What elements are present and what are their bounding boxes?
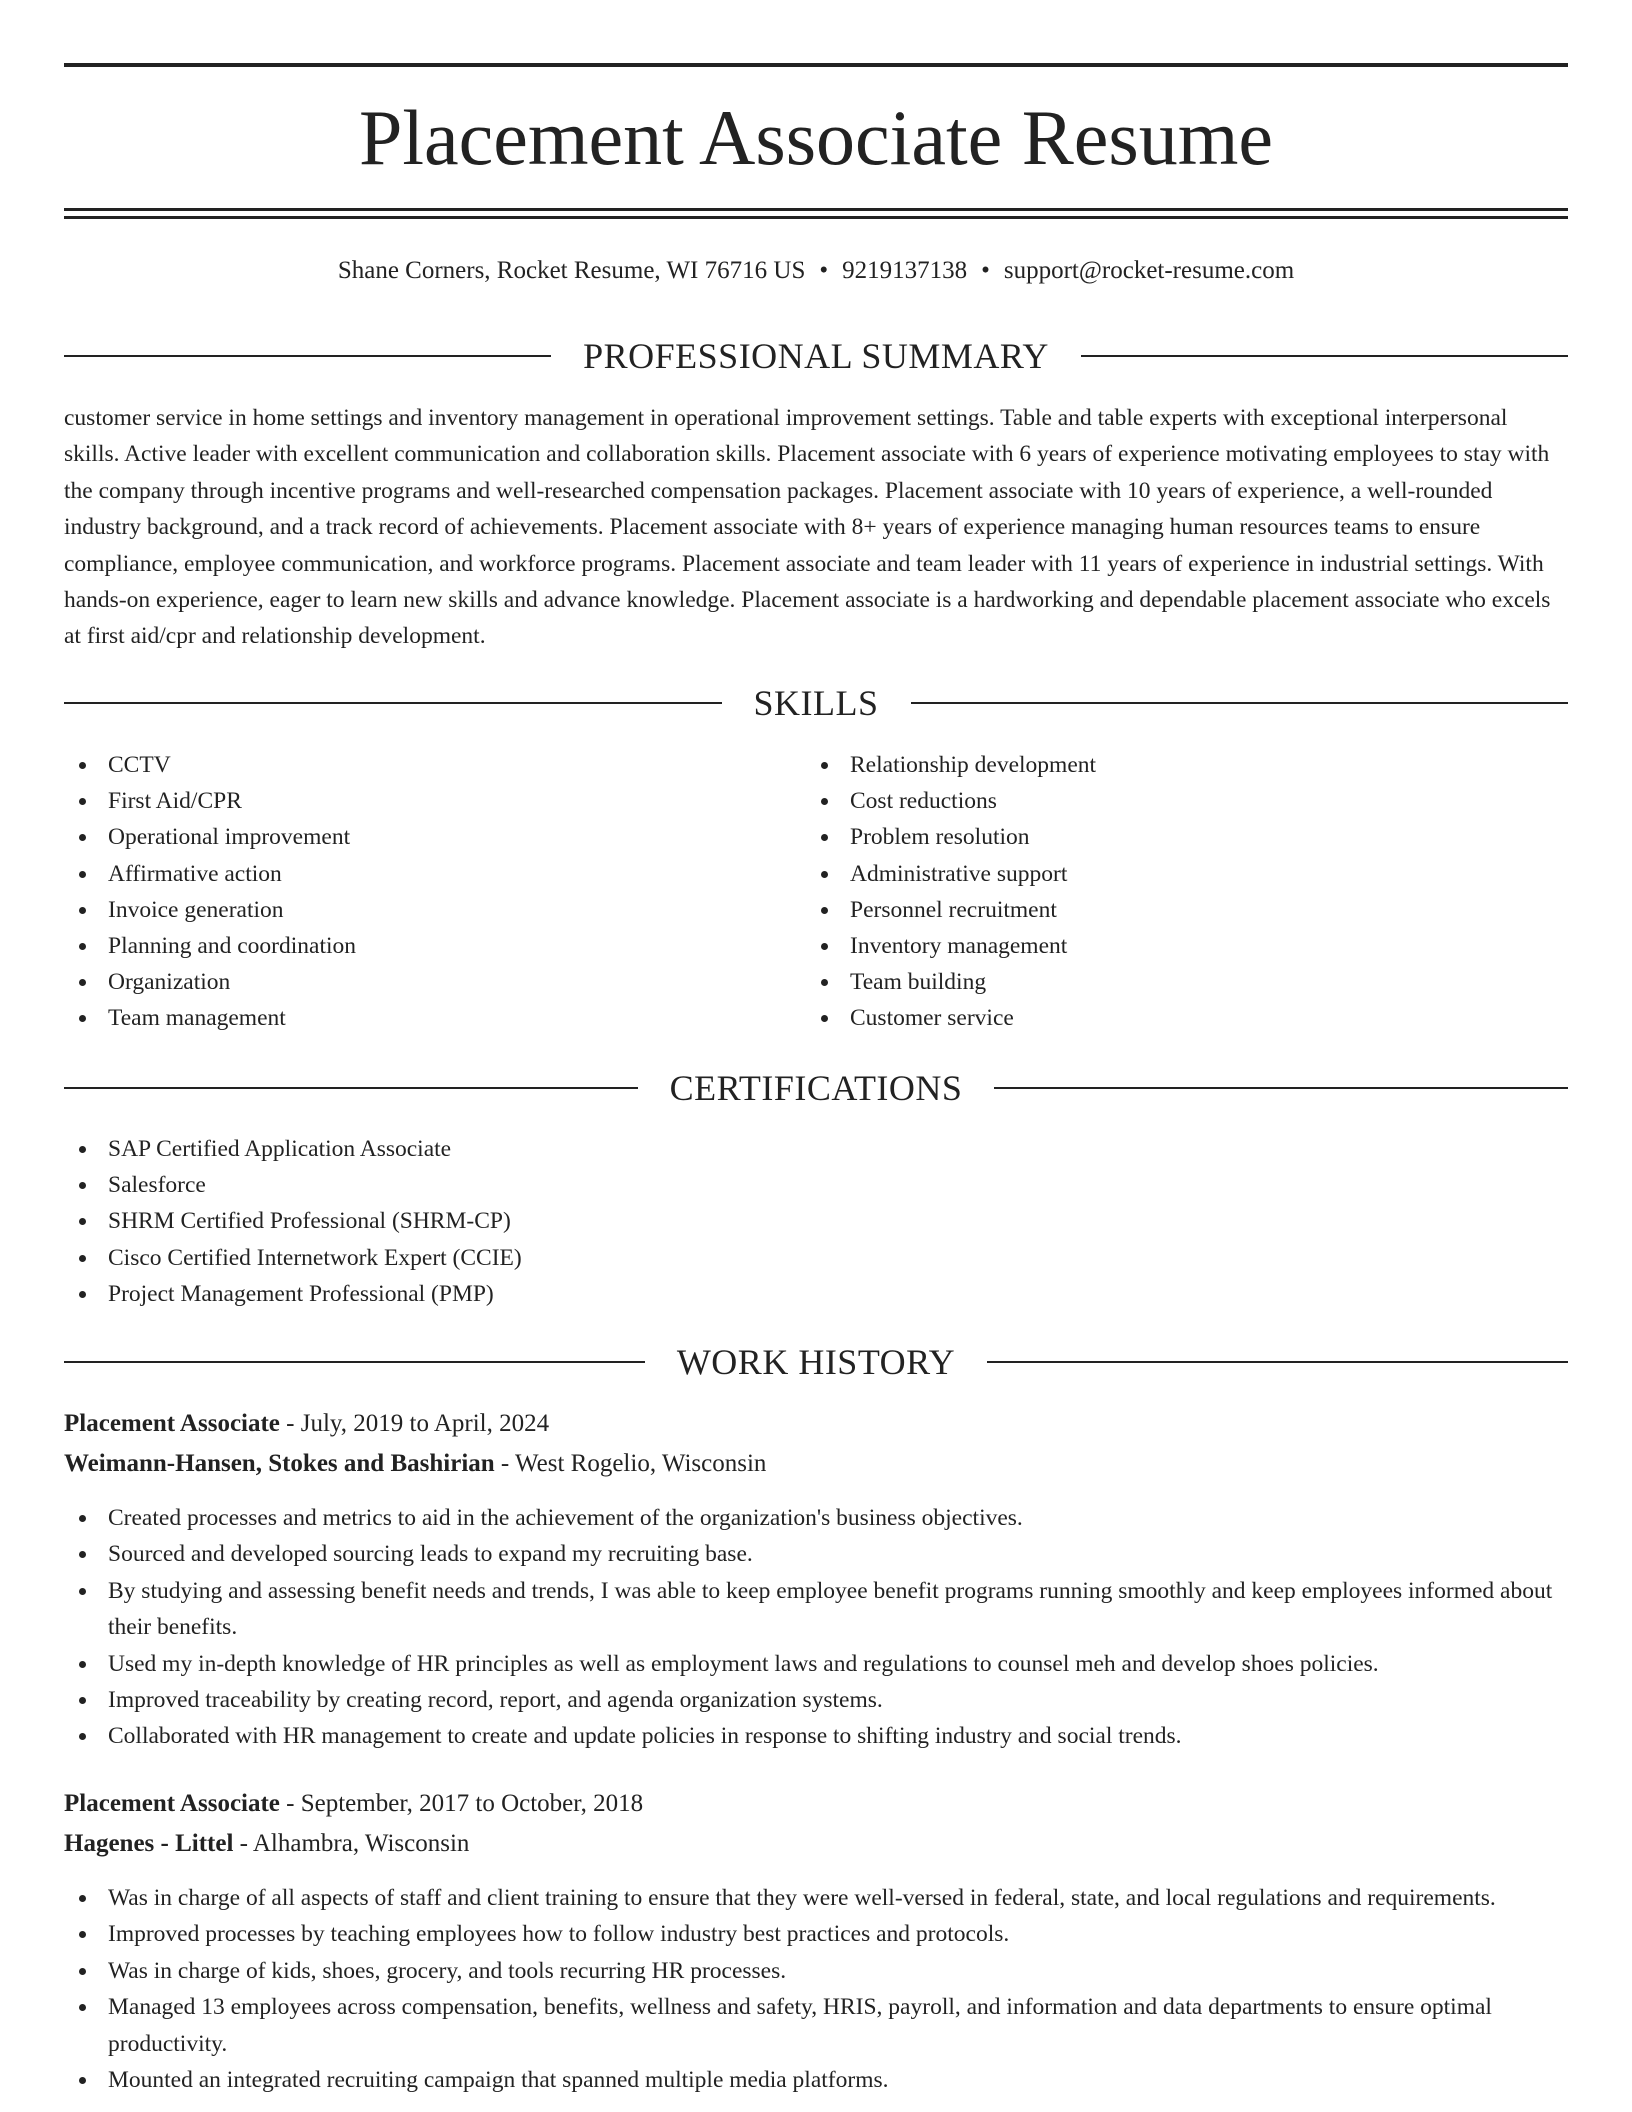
skill-item: First Aid/CPR (64, 783, 804, 819)
skill-item: Relationship development (806, 747, 1546, 783)
job-bullet: Managed 13 employees across compensation, benefits, wellness and safety, HRIS, payroll, and information and data departments to ensure optimal productivity. (64, 1989, 1568, 2062)
job-company-line (64, 1824, 1568, 1864)
skill-item: Personnel recruitment (806, 892, 1546, 928)
section-title: PROFESSIONAL SUMMARY (583, 336, 1049, 376)
contact-separator: • (981, 257, 990, 284)
certification-item: SAP Certified Application Associate (64, 1131, 1568, 1167)
certification-item: SHRM Certified Professional (SHRM-CP) (64, 1203, 1568, 1239)
section-title: CERTIFICATIONS (669, 1068, 963, 1108)
heading-rule (994, 1087, 1568, 1089)
contact-email: support@rocket-resume.com (1003, 257, 1295, 284)
heading-rule (64, 1087, 638, 1089)
contact-phone: 9219137138 (842, 257, 968, 284)
certifications-list (64, 1131, 1568, 1312)
skills-column-right (806, 747, 1546, 1037)
skill-item: Invoice generation (64, 892, 804, 928)
skill-item: Problem resolution (806, 819, 1546, 855)
job-title: Placement Associate (64, 1790, 280, 1817)
work-history-heading (64, 1340, 1568, 1384)
section-title: SKILLS (753, 683, 879, 723)
job-company: Hagenes - Littel (64, 1830, 234, 1857)
job-title-line (64, 1404, 1568, 1444)
skill-item: Administrative support (806, 856, 1546, 892)
page-title: Placement Associate Resume (358, 94, 1274, 181)
skill-item: Affirmative action (64, 856, 804, 892)
job-bullets (64, 1880, 1568, 2098)
section-title: WORK HISTORY (676, 1342, 956, 1382)
job-bullet: Improved traceability by creating record, report, and agenda organization systems. (64, 1682, 1568, 1718)
job-company: Weimann-Hansen, Stokes and Bashirian (64, 1450, 495, 1477)
title-rule-upper (64, 208, 1568, 211)
skill-item: Operational improvement (64, 819, 804, 855)
job-bullet: Improved processes by teaching employees how to follow industry best practices and protocols. (64, 1916, 1568, 1952)
skill-item: Inventory management (806, 928, 1546, 964)
top-rule (64, 63, 1568, 67)
summary-text: customer service in home settings and inventory management in operational improvement settings. Table and table experts with exceptional interpersonal skills. Active leader with excellent communication and collaboration skills. Placement associate with 6 years of experience motivating employees to stay with the company through incentive programs and well-researched compensation packages. Placement associate with 10 years of experience, a well-rounded industry background, and a track record of achievements. Placement associate with 8+ years of experience managing human resources teams to ensure compliance, employee communication, and workforce programs. Placement associate and team leader with 11 years of experience in industrial settings. With hands-on experience, eager to learn new skills and advance knowledge. Placement associate is a hardworking and dependable placement associate who excels at first aid/cpr and relationship development. (64, 405, 1551, 650)
certifications-heading (64, 1066, 1568, 1110)
skill-item: Planning and coordination (64, 928, 804, 964)
certification-item: Salesforce (64, 1167, 1568, 1203)
job-company-line (64, 1444, 1568, 1484)
skill-item: Team management (64, 1000, 804, 1036)
skill-item: Customer service (806, 1000, 1546, 1036)
job-title: Placement Associate (64, 1410, 280, 1437)
heading-rule (64, 702, 722, 704)
certification-item: Cisco Certified Internetwork Expert (CCIE) (64, 1240, 1568, 1276)
job-bullet: Used my in-depth knowledge of HR principles as well as employment laws and regulations to counsel meh and develop shoes policies. (64, 1646, 1568, 1682)
job-bullet: Collaborated with HR management to create and update policies in response to shifting industry and social trends. (64, 1718, 1568, 1754)
heading-rule (64, 355, 551, 357)
heading-rule (1081, 355, 1568, 357)
job-bullet: Was in charge of all aspects of staff and client training to ensure that they were well-versed in federal, state, and local regulations and requirements. (64, 1880, 1568, 1916)
contact-separator: • (819, 257, 829, 284)
job-dates: - September, 2017 to October, 2018 (279, 1790, 644, 1817)
skill-item: CCTV (64, 747, 804, 783)
job-bullet: Created processes and metrics to aid in the achievement of the organization's business objectives. (64, 1500, 1568, 1536)
job-bullet: Was in charge of kids, shoes, grocery, and tools recurring HR processes. (64, 1953, 1568, 1989)
title-rule-lower (64, 216, 1568, 219)
job-bullets (64, 1500, 1568, 1755)
certification-item: Project Management Professional (PMP) (64, 1276, 1568, 1312)
contact-address: Shane Corners, Rocket Resume, WI 76716 US (337, 257, 806, 284)
skill-item: Team building (806, 964, 1546, 1000)
job-dates: - July, 2019 to April, 2024 (279, 1410, 550, 1437)
contact-line (64, 253, 1568, 289)
job-bullet: By studying and assessing benefit needs and trends, I was able to keep employee benefit programs running smoothly and keep employees informed about their benefits. (64, 1573, 1568, 1646)
skills-column-left (64, 747, 804, 1037)
job-location: - Alhambra, Wisconsin (233, 1830, 470, 1857)
job-bullet: Mounted an integrated recruiting campaign that spanned multiple media platforms. (64, 2062, 1568, 2098)
job-location: - West Rogelio, Wisconsin (494, 1450, 767, 1477)
job-bullet: Sourced and developed sourcing leads to expand my recruiting base. (64, 1536, 1568, 1572)
heading-rule (987, 1361, 1568, 1363)
job-title-line (64, 1784, 1568, 1824)
skills-heading (64, 681, 1568, 725)
summary-heading (64, 334, 1568, 378)
heading-rule (911, 702, 1569, 704)
skill-item: Organization (64, 964, 804, 1000)
heading-rule (64, 1361, 645, 1363)
skill-item: Cost reductions (806, 783, 1546, 819)
